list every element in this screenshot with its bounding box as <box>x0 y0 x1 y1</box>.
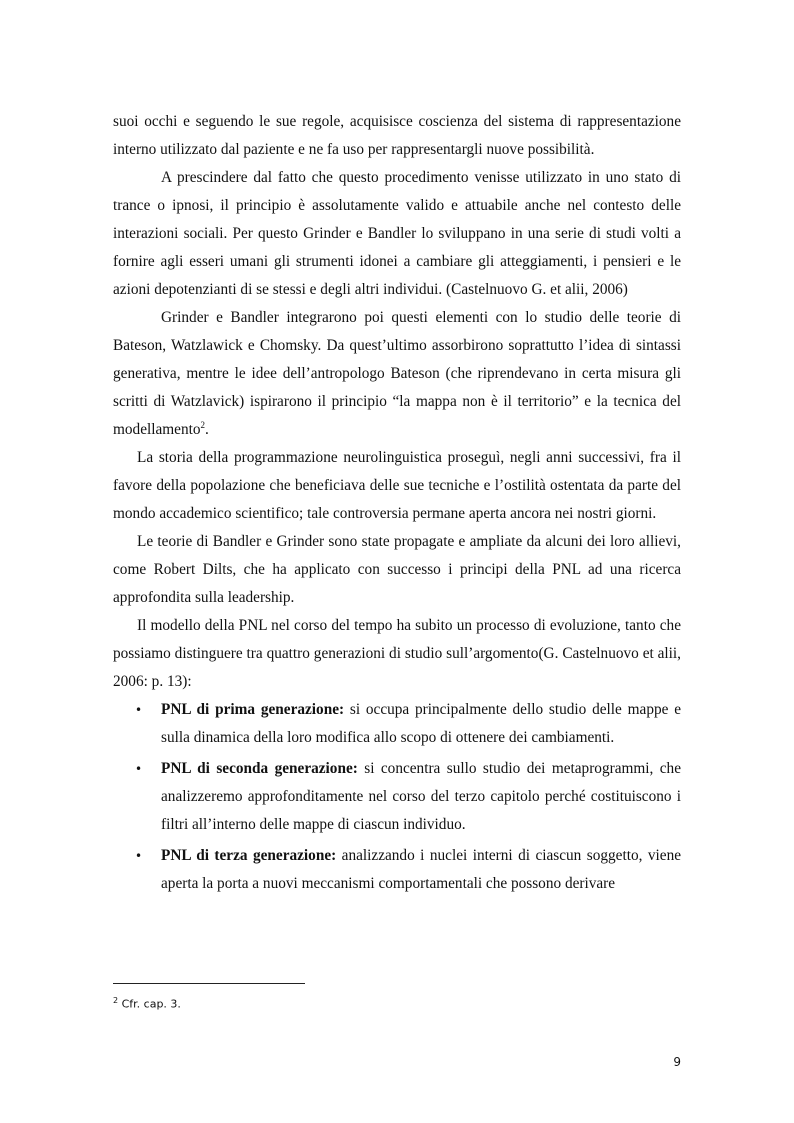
list-item <box>113 755 681 839</box>
list-item-text: si concentra sullo studio dei metaprogrammi, che analizzeremo approfonditamente nel corso del terzo capitolo perché costituiscono i filtri all’interno delle mappe di ciascun individuo. <box>161 760 681 833</box>
list-item <box>113 696 681 752</box>
list-item-term: PNL di prima generazione: <box>161 701 345 718</box>
paragraph-continuation: suoi occhi e seguendo le sue regole, acquisisce coscienza del sistema di rappresentazione interno utilizzato dal paziente e ne fa uso per rappresentargli nuove possibilità. <box>113 113 681 158</box>
paragraph-bateson-text: Grinder e Bandler integrarono poi questi elementi con lo studio delle teorie di Bateson, Watzlawick e Chomsky. Da quest’ultimo assorbirono soprattutto l’idea di sintassi generativa, mentre le idee dell’antropologo Bateson (che riprendevano in certa misura gli scritti di Watzlavick) ispirarono il principio “la mappa non è il territorio” e la tecnica del modellamento <box>113 309 681 438</box>
paragraph-bateson-end: . <box>205 421 209 438</box>
bullet-icon: • <box>135 762 143 776</box>
page-number: 9 <box>673 1055 681 1069</box>
bullet-icon: • <box>135 849 143 863</box>
paragraph-history: La storia della programmazione neurolinguistica proseguì, negli anni successivi, fra il favore della popolazione che beneficiava delle sue tecniche e l’ostilità ostentata da parte del mondo accademico scientifico; tale controversia permane aperta ancora nei nostri giorni. <box>113 449 681 522</box>
list-item-term: PNL di terza generazione: <box>161 847 337 864</box>
paragraph-bateson <box>113 304 681 444</box>
list-item <box>113 842 681 898</box>
footnote-text: Cfr. cap. 3. <box>118 997 181 1011</box>
body-text <box>113 108 681 898</box>
generations-list <box>113 696 681 898</box>
list-item-text: si occupa principalmente dello studio delle mappe e sulla dinamica della loro modifica allo scopo di ottenere dei cambiamenti. <box>161 701 681 746</box>
footnote-reference[interactable]: 2 <box>200 419 206 430</box>
paragraph-dilts: Le teorie di Bandler e Grinder sono state propagate e ampliate da alcuni dei loro allievi, come Robert Dilts, che ha applicato con successo i principi della PNL ad una ricerca approfondita sulla leadership. <box>113 533 681 606</box>
paragraph-generations: Il modello della PNL nel corso del tempo ha subito un processo di evoluzione, tanto che possiamo distinguere tra quattro generazioni di studio sull’argomento(G. Castelnuovo et alii, 2006: p. 13): <box>113 617 681 690</box>
footnote-number: 2 <box>113 996 119 1005</box>
footnote-separator <box>113 983 305 984</box>
footnote <box>113 994 181 1012</box>
bullet-icon: • <box>135 703 143 717</box>
list-item-text: analizzando i nuclei interni di ciascun soggetto, viene aperta la porta a nuovi meccanismi comportamentali che possono derivare <box>161 847 682 892</box>
list-item-term: PNL di seconda generazione: <box>161 760 358 777</box>
paragraph-trance: A prescindere dal fatto che questo procedimento venisse utilizzato in uno stato di trance o ipnosi, il principio è assolutamente valido e attuabile anche nel contesto delle interazioni sociali. Per questo Grinder e Bandler lo sviluppano in una serie di studi volti a fornire agli esseri umani gli strumenti idonei a cambiare gli atteggiamenti, i pensieri e le azioni depotenzianti di se stessi e degli altri individui. (Castelnuovo G. et alii, 2006) <box>113 169 681 298</box>
